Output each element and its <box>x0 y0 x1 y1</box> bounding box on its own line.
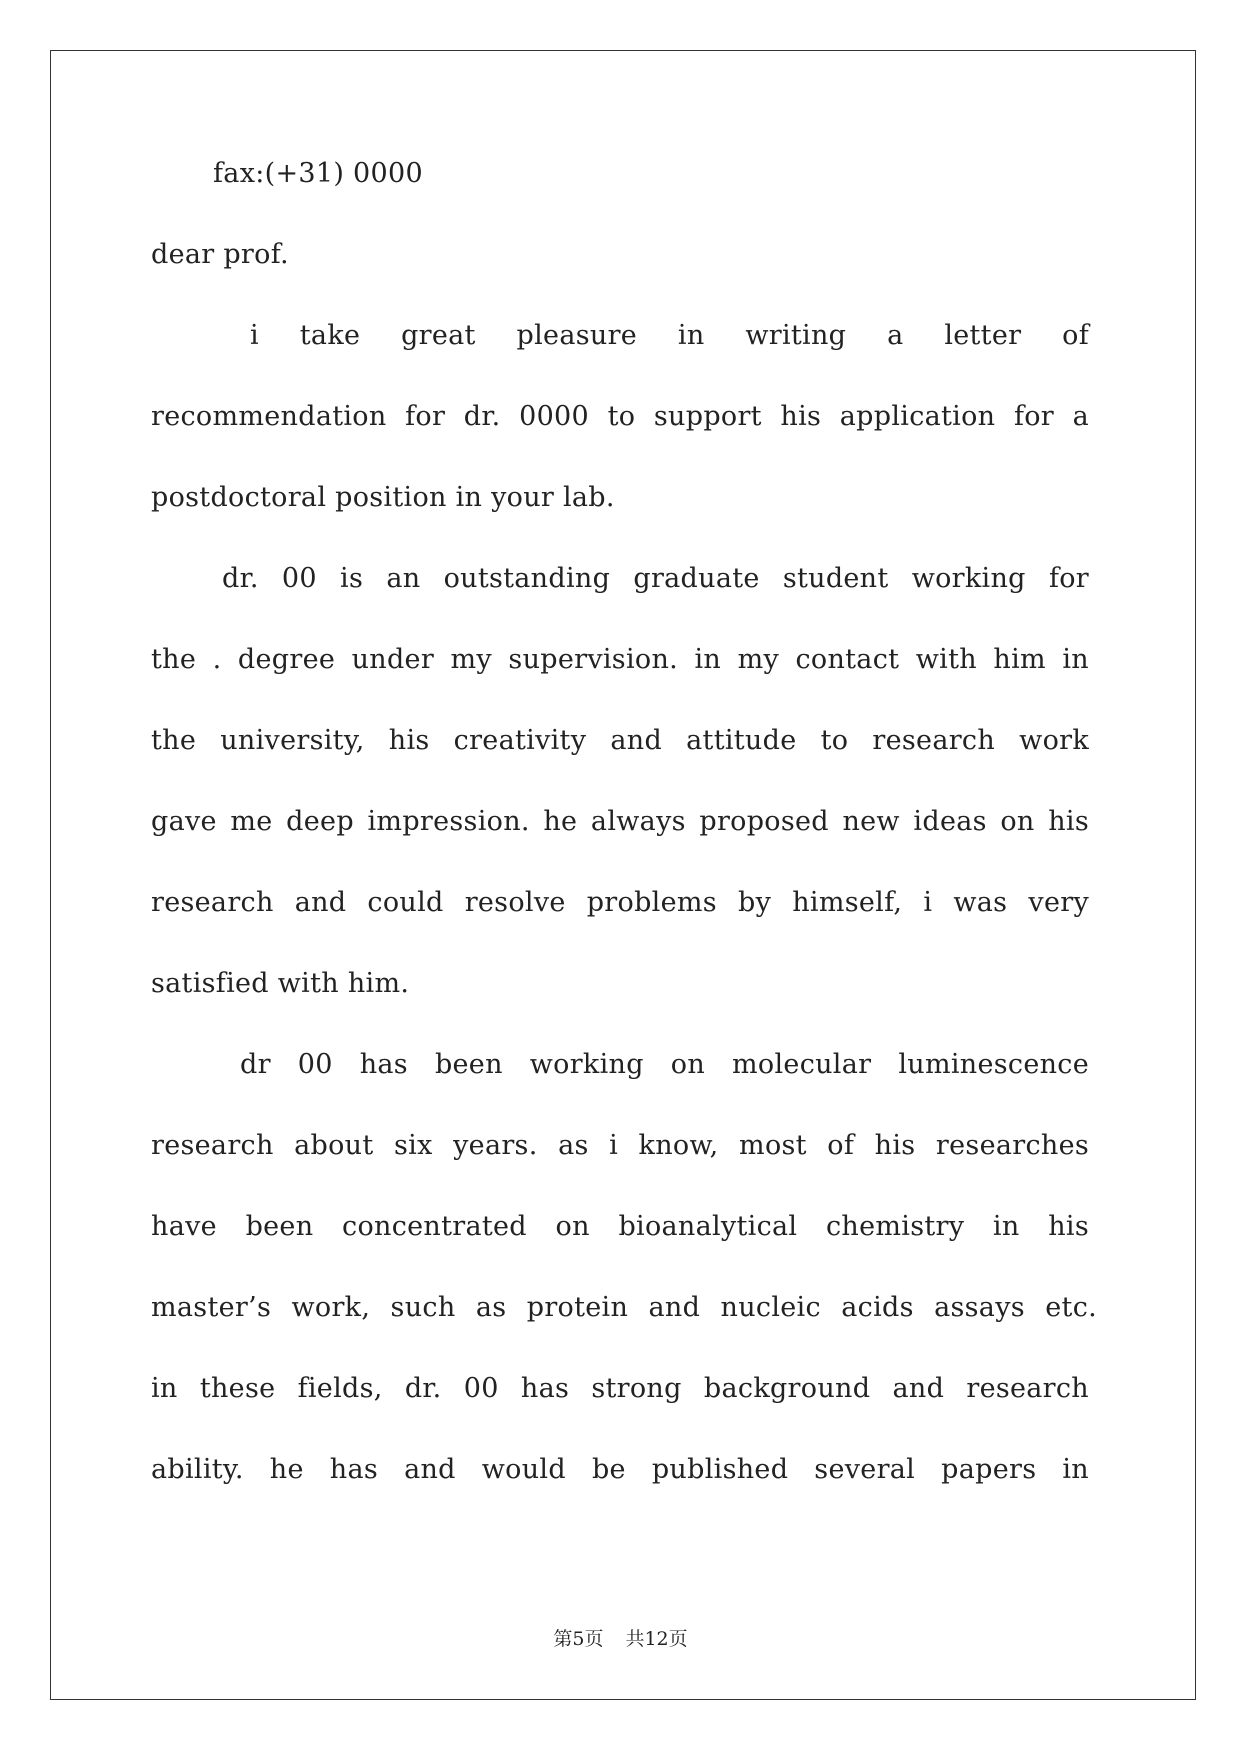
paragraph-3-line-4: master’s work, such as protein and nucleic acids assays etc. <box>151 1292 1097 1323</box>
page-total: 共12页 <box>625 1628 688 1650</box>
page-footer <box>0 1624 1241 1651</box>
paragraph-3-line-2: research about six years. as i know, most of his researches <box>151 1130 1089 1161</box>
paragraph-3-line-6: ability. he has and would be published several papers in <box>151 1454 1089 1485</box>
paragraph-2-line-5: research and could resolve problems by himself, i was very <box>151 887 1089 918</box>
paragraph-2-line-3: the university, his creativity and attitude to research work <box>151 725 1089 756</box>
paragraph-3-line-5: in these fields, dr. 00 has strong background and research <box>151 1373 1089 1404</box>
paragraph-2-line-4: gave me deep impression. he always proposed new ideas on his <box>151 806 1089 837</box>
paragraph-2-line-1: dr. 00 is an outstanding graduate student working for <box>222 563 1089 594</box>
paragraph-2-line-2: the . degree under my supervision. in my contact with him in <box>151 644 1089 675</box>
salutation-line: dear prof. <box>151 239 289 270</box>
fax-line: fax:(+31) 0000 <box>213 158 423 189</box>
paragraph-1-line-3: postdoctoral position in your lab. <box>151 482 615 513</box>
page-number: 第5页 <box>553 1628 604 1650</box>
paragraph-1-line-2: recommendation for dr. 0000 to support his application for a <box>151 401 1089 432</box>
paragraph-1-line-1: i take great pleasure in writing a letter of <box>250 320 1089 351</box>
paragraph-3-line-1: dr 00 has been working on molecular luminescence <box>240 1049 1089 1080</box>
paragraph-3-line-3: have been concentrated on bioanalytical chemistry in his <box>151 1211 1089 1242</box>
paragraph-2-line-6: satisfied with him. <box>151 968 410 999</box>
